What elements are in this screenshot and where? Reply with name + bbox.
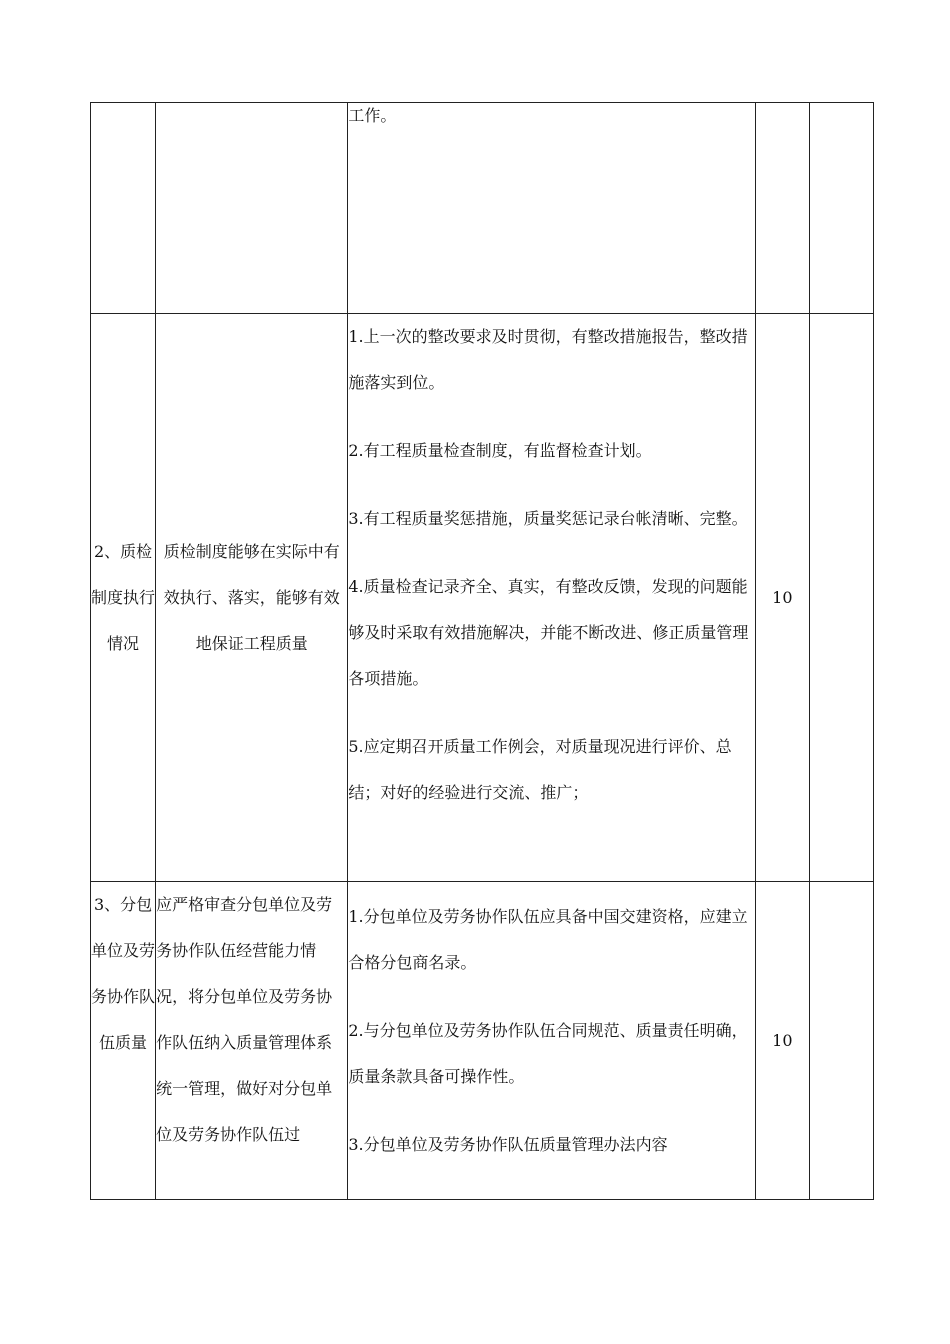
criteria-item: 2.与分包单位及劳务协作队伍合同规范、质量责任明确，质量条款具备可操作性。	[348, 1021, 748, 1086]
criteria-cell	[348, 882, 756, 1200]
table-row	[91, 103, 874, 314]
requirement-cell: 质检制度能够在实际中有效执行、落实，能够有效地保证工程质量	[156, 314, 348, 882]
criteria-item: 4.质量检查记录齐全、真实，有整改反馈，发现的问题能够及时采取有效措施解决，并能不断改进、修正质量管理各项措施。	[348, 577, 749, 688]
criteria-item: 2.有工程质量检查制度，有监督检查计划。	[348, 441, 652, 460]
score-cell: 10	[755, 314, 809, 882]
requirement-cell: 应严格审查分包单位及劳务协作队伍经营能力情况，将分包单位及劳务协作队伍纳入质量管理体系统一管理，做好对分包单位及劳务协作队伍过	[156, 882, 348, 1200]
criteria-text: 工作。	[348, 106, 397, 125]
score-cell	[755, 103, 809, 314]
extra-cell	[809, 882, 873, 1200]
category-cell: 2、质检制度执行情况	[91, 314, 156, 882]
criteria-item: 1.分包单位及劳务协作队伍应具备中国交建资格，应建立合格分包商名录。	[348, 907, 748, 972]
extra-cell	[809, 314, 873, 882]
criteria-item: 3.分包单位及劳务协作队伍质量管理办法内容	[348, 1135, 668, 1154]
criteria-item: 5.应定期召开质量工作例会，对质量现况进行评价、总结；对好的经验进行交流、推广；	[348, 737, 732, 802]
criteria-cell	[348, 103, 756, 314]
criteria-item: 1.上一次的整改要求及时贯彻，有整改措施报告，整改措施落实到位。	[348, 327, 748, 392]
requirement-cell	[156, 103, 348, 314]
criteria-item: 3.有工程质量奖惩措施，质量奖惩记录台帐清晰、完整。	[348, 509, 748, 528]
criteria-cell	[348, 314, 756, 882]
table-row	[91, 314, 874, 882]
extra-cell	[809, 103, 873, 314]
score-cell: 10	[755, 882, 809, 1200]
assessment-table	[90, 102, 874, 1200]
category-cell: 3、分包单位及劳务协作队伍质量	[91, 882, 156, 1200]
table-row	[91, 882, 874, 1200]
category-cell	[91, 103, 156, 314]
